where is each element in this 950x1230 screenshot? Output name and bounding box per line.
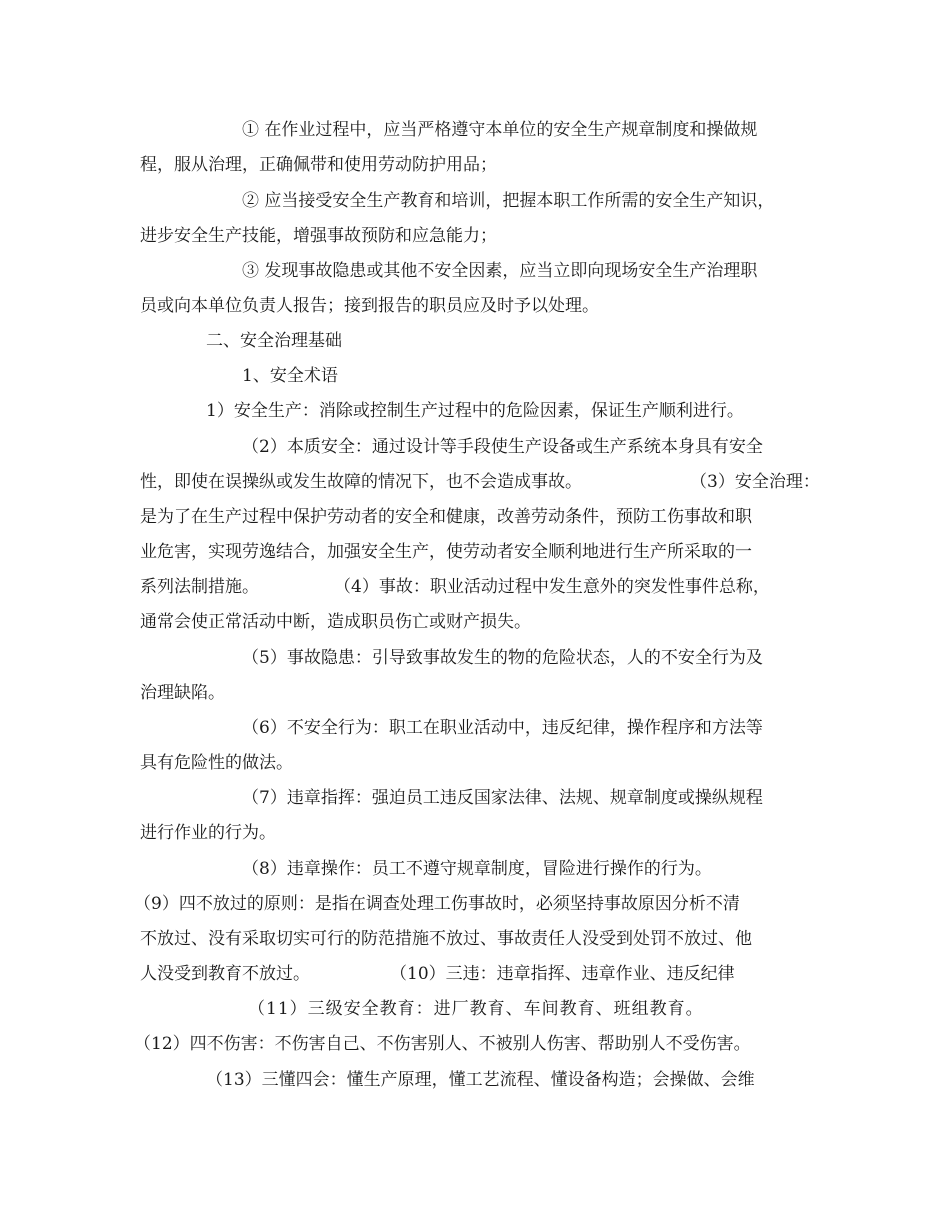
text-line: 性，即使在误操纵或发生故障的情况下，也不会造成事故。 <box>140 472 582 492</box>
text-line: （3）安全治理： <box>690 472 820 492</box>
text-line: 治理缺陷。 <box>140 683 225 703</box>
text-line: （13）三懂四会：懂生产原理，懂工艺流程、懂设备构造；会操做、会维 <box>206 1070 755 1090</box>
text-line: 通常会使正常活动中断，造成职员伤亡或财产损失。 <box>140 612 531 632</box>
text-line: 是为了在生产过程中保护劳动者的安全和健康，改善劳动条件，预防工伤事故和职 <box>140 507 752 527</box>
text-line: （10）三违：违章指挥、违章作业、违反纪律 <box>390 964 735 984</box>
text-line: （11）三级安全教育：进厂教育、车间教育、班组教育。 <box>248 999 704 1019</box>
text-line: 程，服从治理，正确佩带和使用劳动防护用品； <box>140 155 497 175</box>
text-line: 员或向本单位负责人报告；接到报告的职员应及时予以处理。 <box>140 296 599 316</box>
text-line: 1）安全生产：消除或控制生产过程中的危险因素，保证生产顺利进行。 <box>206 401 744 421</box>
text-line: （7）违章指挥：强迫员工违反国家法律、法规、规章制度或操纵规程 <box>242 788 763 808</box>
text-line: 不放过、没有采取切实可行的防范措施不放过、事故责任人没受到处罚不放过、他 <box>140 929 752 949</box>
text-line: （4）事故：职业活动过程中发生意外的突发性事件总称， <box>334 577 770 597</box>
text-line: 业危害，实现劳逸结合，加强安全生产，使劳动者安全顺利地进行生产所采取的一 <box>140 542 752 562</box>
text-line: 进步安全生产技能，增强事故预防和应急能力； <box>140 226 497 246</box>
text-line: （8）违章操作：员工不遵守规章制度，冒险进行操作的行为。 <box>242 859 712 879</box>
text-line: （6）不安全行为：职工在职业活动中，违反纪律，操作程序和方法等 <box>242 718 763 738</box>
text-line: （12）四不伤害：不伤害自己、不伤害别人、不被别人伤害、帮助别人不受伤害。 <box>134 1034 751 1054</box>
text-line: 进行作业的行为。 <box>140 823 276 843</box>
text-line: ③ 发现事故隐患或其他不安全因素，应当立即向现场安全生产治理职 <box>242 261 758 281</box>
section-heading: 二、安全治理基础 <box>206 331 342 351</box>
text-line: （9）四不放过的原则：是指在调查处理工伤事故时，必须坚持事故原因分析不清 <box>134 894 740 914</box>
text-line: ① 在作业过程中，应当严格遵守本单位的安全生产规章制度和操做规 <box>242 120 758 140</box>
subsection-heading: 1、安全术语 <box>242 366 338 386</box>
text-line: 具有危险性的做法。 <box>140 753 293 773</box>
text-line: （5）事故隐患：引导致事故发生的物的危险状态，人的不安全行为及 <box>242 648 763 668</box>
text-line: 系列法制措施。 <box>140 577 259 597</box>
text-line: 人没受到教育不放过。 <box>140 964 310 984</box>
text-line: （2）本质安全：通过设计等手段使生产设备或生产系统本身具有安全 <box>242 437 763 457</box>
text-line: ② 应当接受安全生产教育和培训，把握本职工作所需的安全生产知识， <box>242 191 775 211</box>
